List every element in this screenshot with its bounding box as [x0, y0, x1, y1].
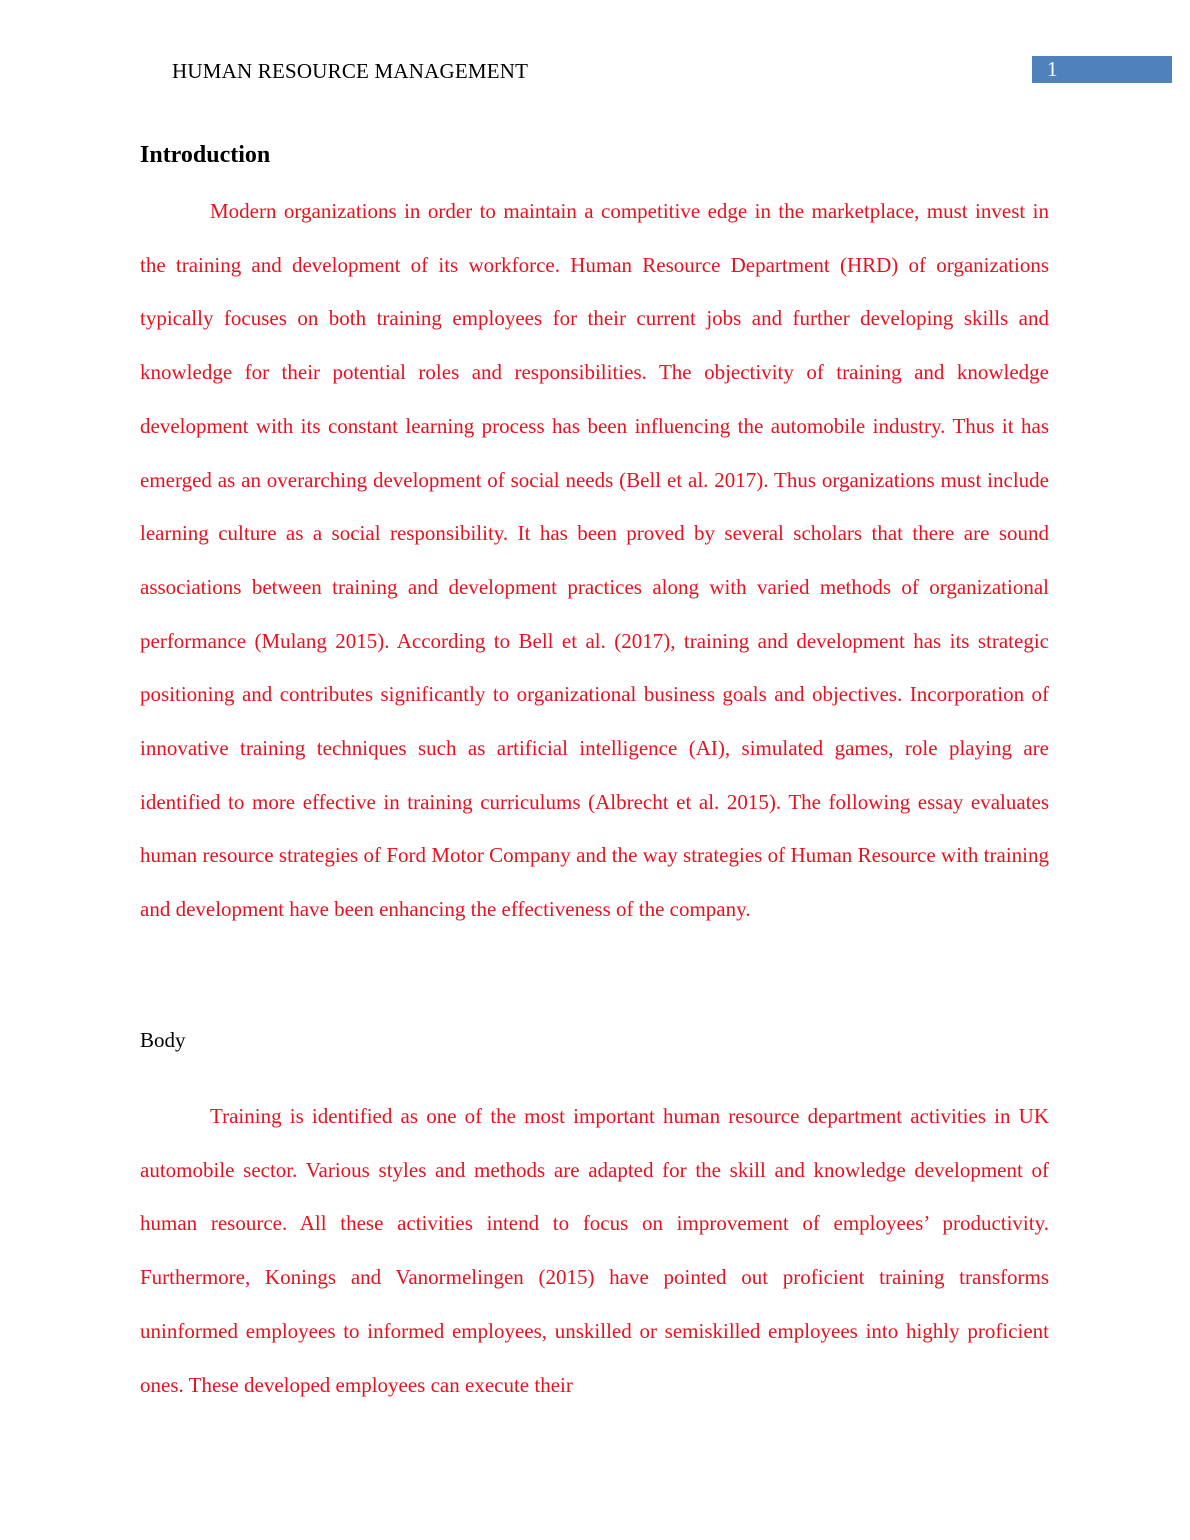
page-number-box [1032, 56, 1172, 83]
introduction-heading: Introduction [140, 142, 271, 168]
running-header-title: HUMAN RESOURCE MANAGEMENT [172, 59, 529, 83]
body-paragraph: Training is identified as one of the most important human resource department activities in UK automobile sector. Various styles and methods are adapted for the skill and knowledge development of human resource. All these activities intend to focus on improvement of employees’ productivity. Furthermore, Konings and Vanormelingen (2015) have pointed out proficient training transforms uninformed employees to informed employees, unskilled or semiskilled employees into highly proficient ones. These developed employees can execute their [140, 1104, 1049, 1397]
page-number: 1 [1047, 57, 1058, 81]
introduction-paragraph: Modern organizations in order to maintain a competitive edge in the marketplace, must invest in the training and development of its workforce. Human Resource Department (HRD) of organizations typically focuses on both training employees for their current jobs and further developing skills and knowledge for their potential roles and responsibilities. The objectivity of training and knowledge development with its constant learning process has been influencing the automobile industry. Thus it has emerged as an overarching development of social needs (Bell et al. 2017). Thus organizations must include learning culture as a social responsibility. It has been proved by several scholars that there are sound associations between training and development practices along with varied methods of organizational performance (Mulang 2015). According to Bell et al. (2017), training and development has its strategic positioning and contributes significantly to organizational business goals and objectives. Incorporation of innovative training techniques such as artificial intelligence (AI), simulated games, role playing are identified to more effective in training curriculums (Albrecht et al. 2015). The following essay evaluates human resource strategies of Ford Motor Company and the way strategies of Human Resource with training and development have been enhancing the effectiveness of the company. [140, 199, 1049, 922]
body-heading: Body [140, 1028, 186, 1052]
